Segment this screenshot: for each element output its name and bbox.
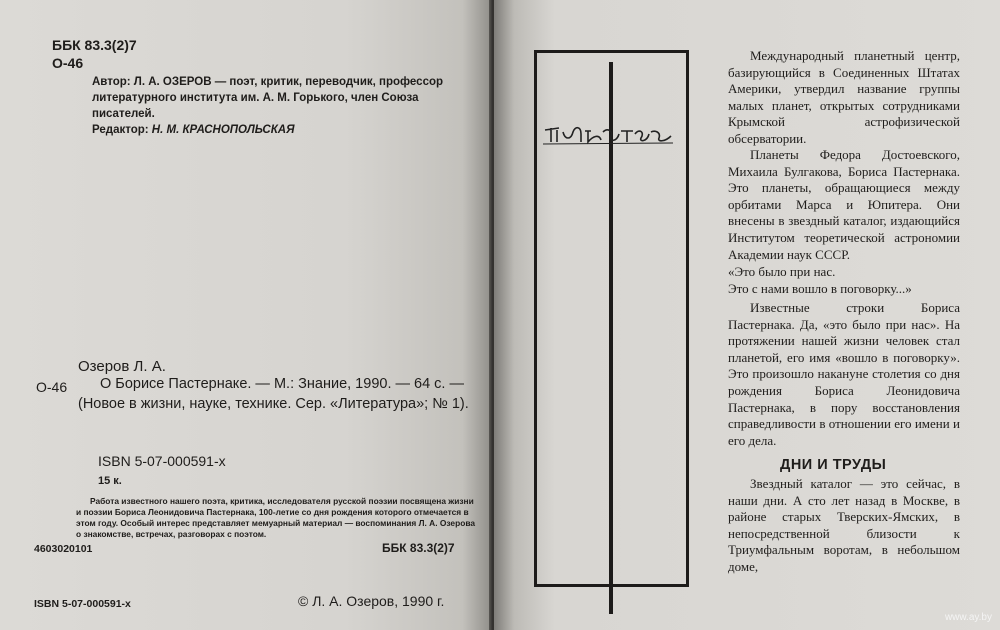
quote-line-2: Это с нами вошло в поговорку...» (728, 280, 912, 296)
paragraph-1: Международный планетный центр, базирующийся в Соединенных Штатах Америки, утвердил название группы малых планет, открытых сотрудниками Крымской астрофизической обсерватории. (728, 48, 960, 146)
quote (728, 264, 960, 297)
section-heading: ДНИ И ТРУДЫ (780, 457, 887, 473)
paragraph-4: Звездный каталог — это сейчас, в наши дни. А сто лет назад в Москве, в районе старых Тверских-Ямских, в непосредственной близости к Триумфальным воротам, в небольшом доме, (728, 476, 960, 574)
paragraph-3: Известные строки Бориса Пастернака. Да, «это было при нас». На протяжении нашей жизни человек стал планетой, его имя «вошло в поговорку». Это произошло накануне столетия со дня рождения Бориса Леонидовича Пастернака, в пору восстановления справедливости в отношении его имени и его дела. (728, 300, 960, 448)
catalog-number: 4603020101 (34, 543, 93, 555)
editor-name: Н. М. КРАСНОПОЛЬСКАЯ (151, 124, 295, 136)
left-page (0, 0, 492, 630)
biblio-text: О Борисе Пастернаке. — М.: Знание, 1990. — 64 с. — (Новое в жизни, науке, технике. Сер. «Литература»; № 1). (78, 376, 469, 412)
isbn: ISBN 5-07-000591-х (98, 453, 226, 469)
editor-label: Редактор: (92, 124, 149, 136)
price: 15 к. (98, 475, 122, 487)
annotation: Работа известного нашего поэта, критика, исследователя русской поэзии посвящена жизни и поэзии Бориса Леонидовича Пастернака, 100-летие со дня рождения которого отмечается в этом году. Особый интерес представляет мемуарный материал — воспоминания Л. А. Озерова о знакомстве, встречах, разговорах с поэтом. (76, 496, 476, 539)
paragraph-2: Планеты Федора Достоевского, Михаила Булгакова, Бориса Пастернака. Это планеты, обращающиеся между орбитами Марса и Юпитера. Они внесены в звездный каталог, издающийся Институтом теоретической астрономии Академии наук СССР. (728, 147, 960, 262)
watermark: www.ay.by (944, 612, 992, 623)
biblio-code: О-46 (36, 379, 68, 395)
signature-image (541, 122, 677, 148)
quote-line-1: «Это было при нас. (728, 264, 836, 279)
author-note: Автор: Л. А. ОЗЕРОВ — поэт, критик, переводчик, профессор литературного института им. А. М. Горького, член Союза писателей. (92, 76, 444, 120)
biblio-record (78, 374, 473, 414)
isbn-bottom: ISBN 5-07-000591-х (34, 598, 131, 610)
author-code: О-46 (52, 55, 84, 71)
editor-line (92, 124, 295, 136)
biblio-author: Озеров Л. А. (78, 358, 166, 375)
copyright: © Л. А. Озеров, 1990 г. (298, 593, 445, 609)
bbk-code-block (52, 36, 137, 72)
bbk-code-bottom: ББК 83.3(2)7 (382, 541, 455, 555)
bbk-code: ББК 83.3(2)7 (52, 37, 137, 53)
